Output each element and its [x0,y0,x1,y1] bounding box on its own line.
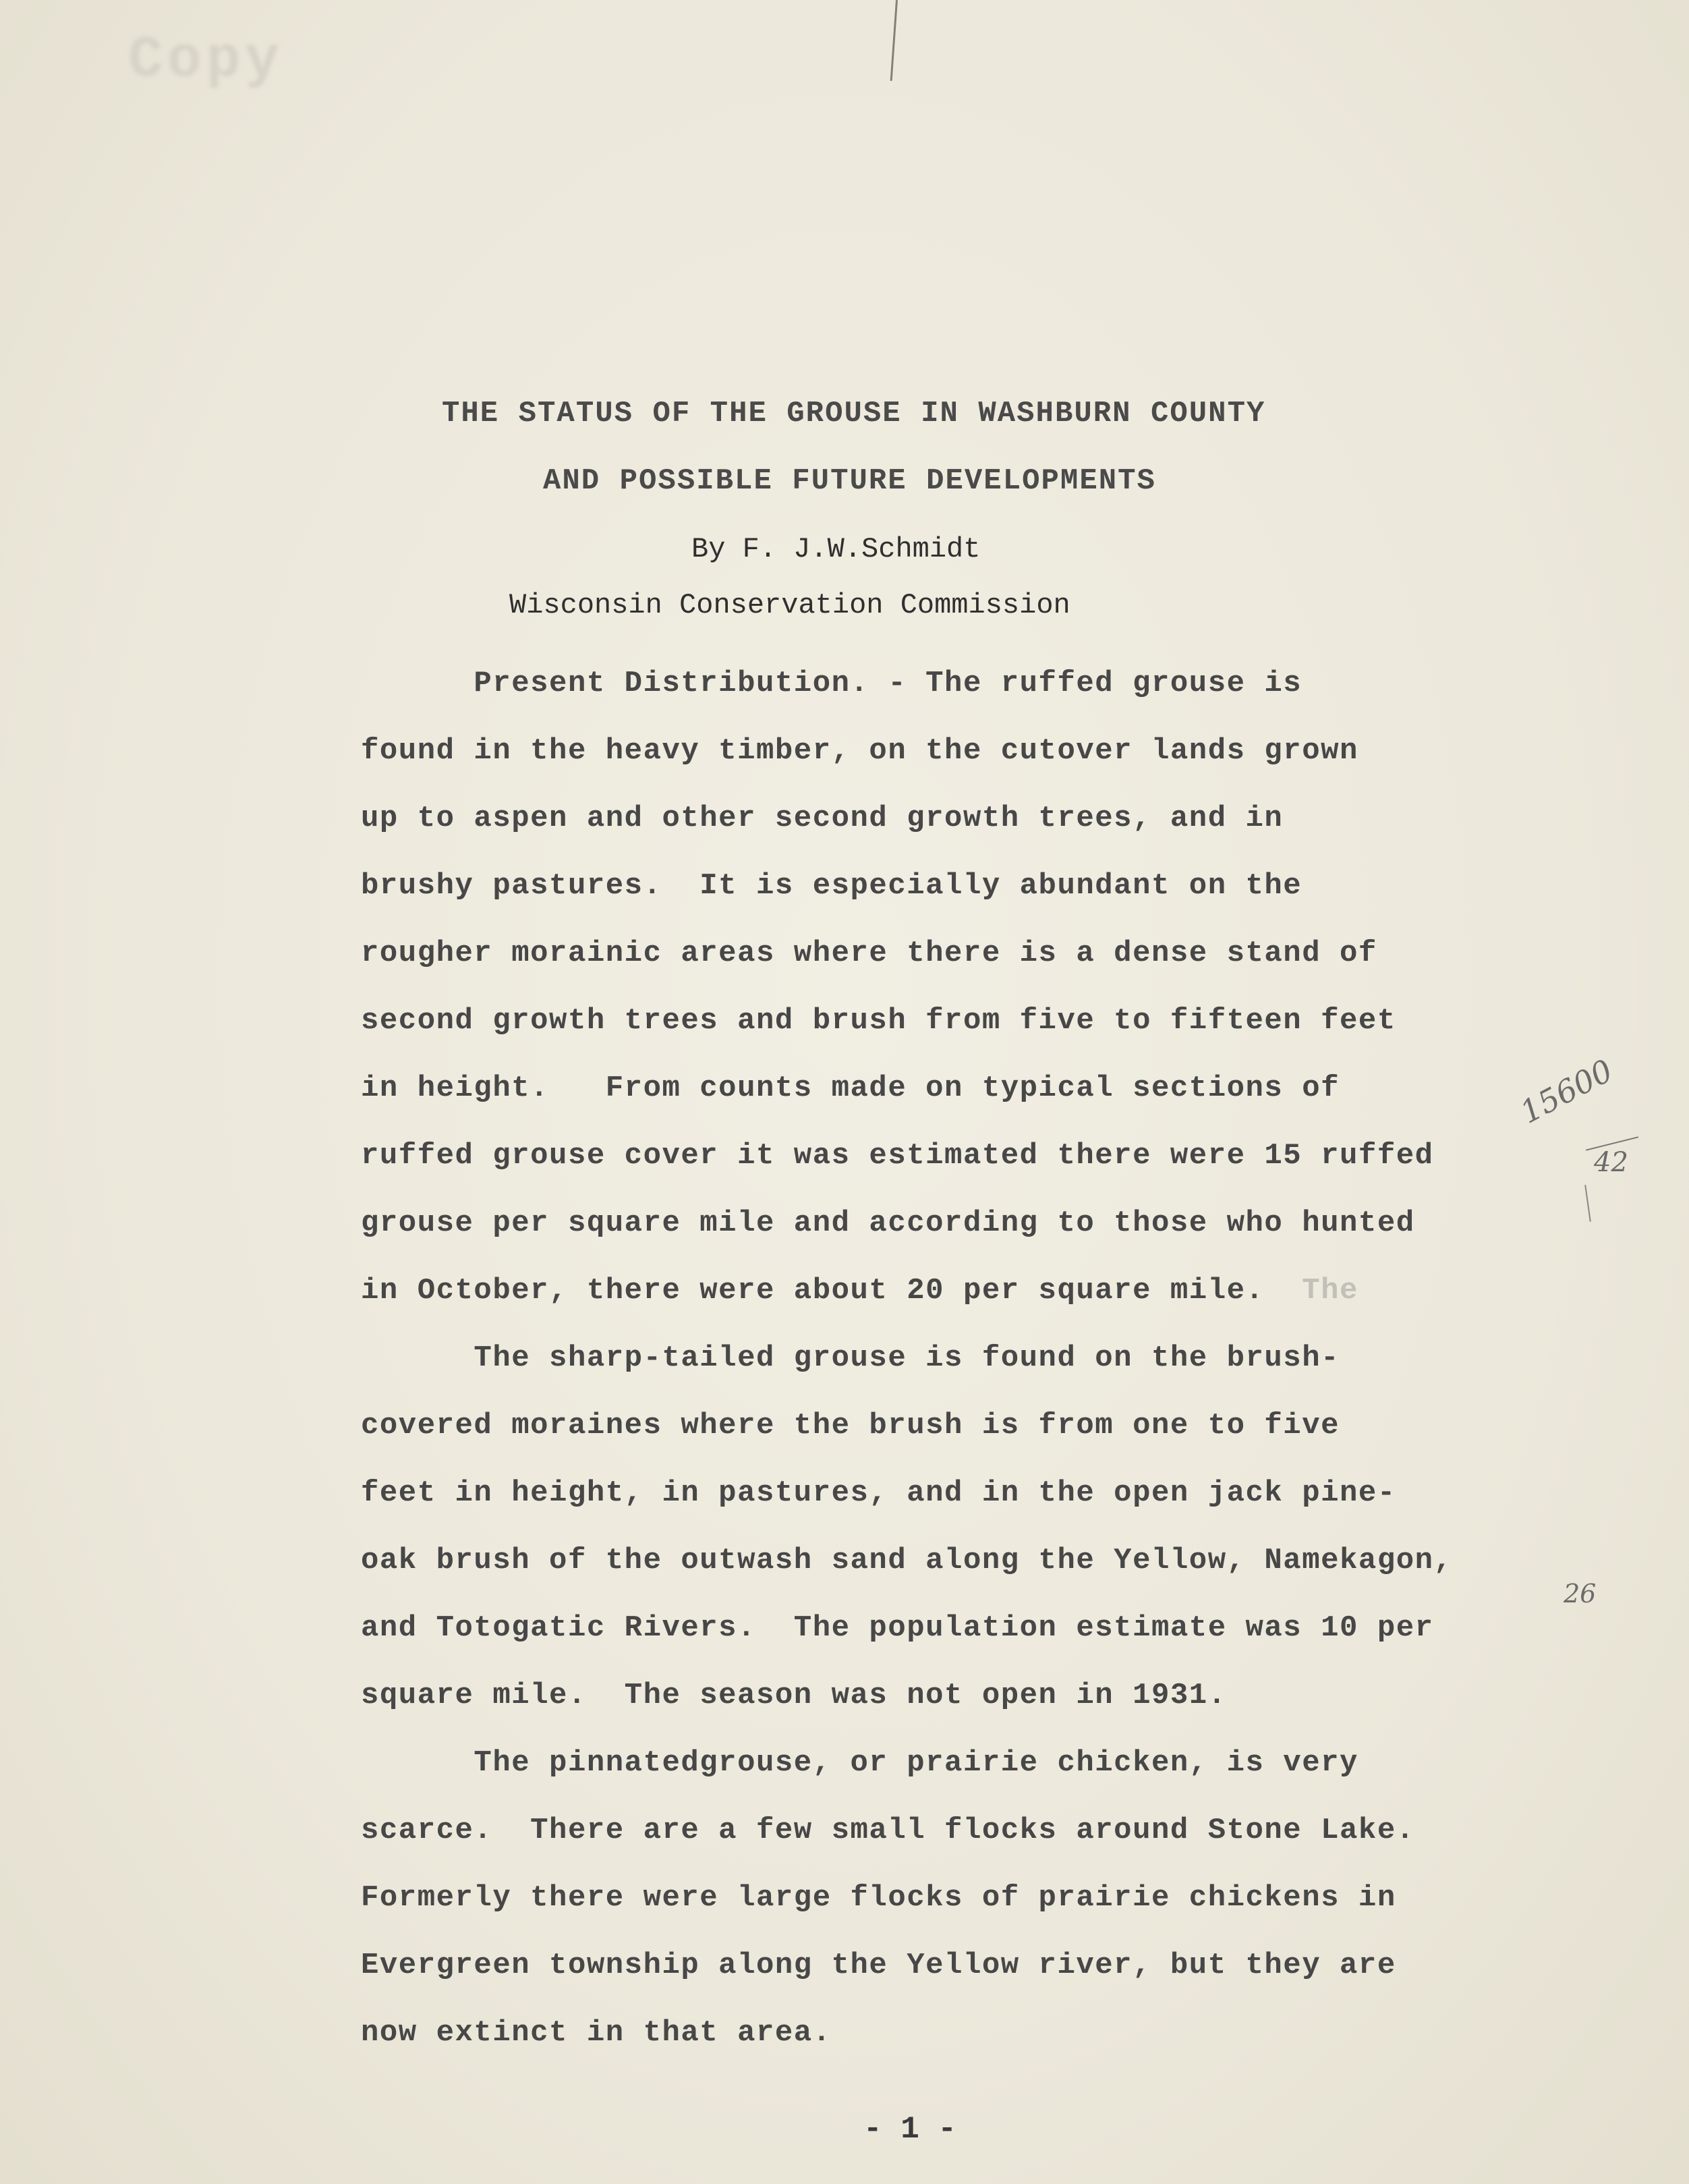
title-line-1: THE STATUS OF THE GROUSE IN WASHBURN COUNTY [442,397,1266,430]
body-line: second growth trees and brush from five to fifteen feet [361,1004,1396,1038]
body-line-text: in October, there were about 20 per square mile. [361,1274,1265,1308]
body-line: found in the heavy timber, on the cutover lands grown [361,734,1358,768]
body-line: scarce. There are a few small flocks around Stone Lake. [361,1814,1415,1847]
struck-word: The [1302,1274,1358,1308]
body-line: up to aspen and other second growth trees, and in [361,802,1284,835]
body-line: square mile. The season was not open in 1931. [361,1679,1227,1712]
title-line-2: AND POSSIBLE FUTURE DEVELOPMENTS [543,464,1156,498]
body-line: brushy pastures. It is especially abundant on the [361,869,1302,903]
body-line: grouse per square mile and according to those who hunted [361,1206,1415,1240]
body-line: now extinct in that area. [361,2016,832,2050]
body-line [361,1274,1358,1308]
margin-note-calc-top: 15600 [1514,1052,1619,1131]
margin-note-calculation [1514,1052,1649,1206]
body-line: in height. From counts made on typical sections of [361,1071,1340,1105]
page-number: - 1 - [863,2112,957,2147]
margin-note-calc-bottom: 42 [1594,1147,1628,1178]
body-line: rougher morainic areas where there is a dense stand of [361,936,1377,970]
body-line: oak brush of the outwash sand along the Yellow, Namekagon, [361,1544,1453,1577]
body-line: covered moraines where the brush is from one to five [361,1409,1340,1443]
bleed-through-text: Copy [128,27,284,93]
margin-note-side: 26 [1564,1579,1597,1608]
body-line: ruffed grouse cover it was estimated there were 15 ruffed [361,1139,1434,1173]
body-line: Evergreen township along the Yellow river, but they are [361,1949,1396,1982]
body-line: Present Distribution. - The ruffed grouse is [361,667,1302,700]
affiliation-line: Wisconsin Conservation Commission [509,589,1070,621]
body-line: Formerly there were large flocks of prairie chickens in [361,1881,1396,1915]
body-line: and Totogatic Rivers. The population estimate was 10 per [361,1611,1434,1645]
body-line: The pinnatedgrouse, or prairie chicken, is very [361,1746,1358,1780]
body-line: The sharp-tailed grouse is found on the brush- [361,1341,1340,1375]
body-line: feet in height, in pastures, and in the open jack pine- [361,1476,1396,1510]
author-line: By F. J.W.Schmidt [691,533,981,565]
